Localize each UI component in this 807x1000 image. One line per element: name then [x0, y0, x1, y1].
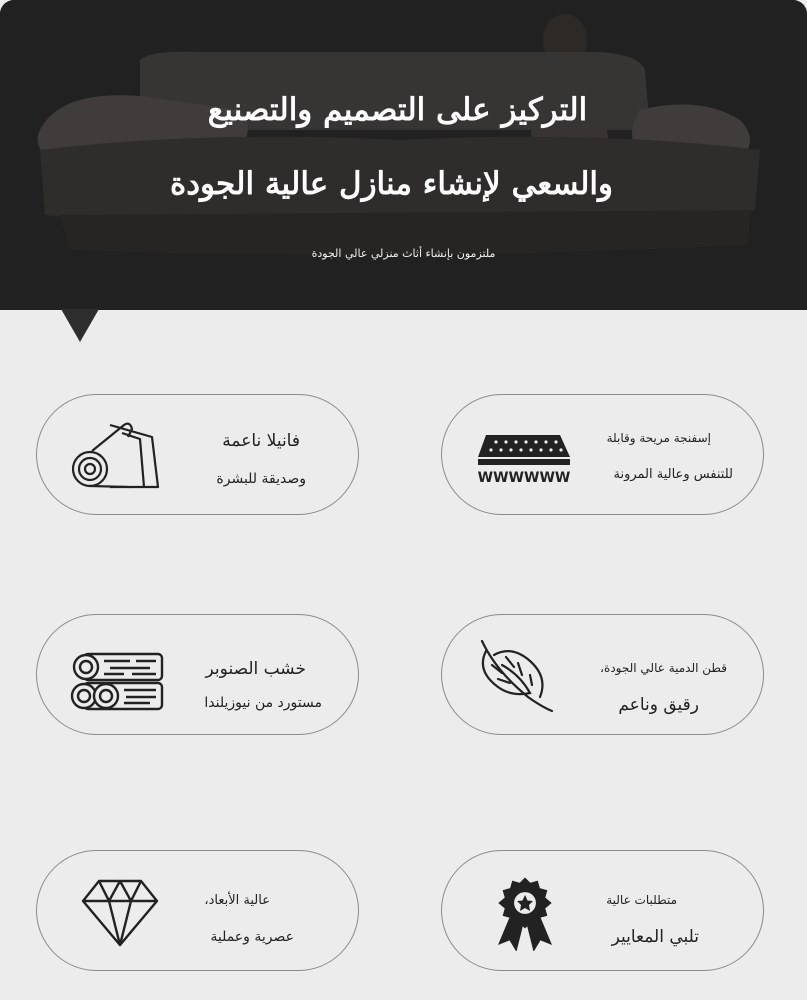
feature-title: متطلبات عالية [606, 893, 677, 907]
pointer-triangle [61, 309, 99, 342]
award-badge-icon [494, 877, 556, 951]
feature-description: مستورد من نيوزيلندا [204, 695, 322, 711]
feature-card-dimension [36, 850, 359, 971]
hero-banner [0, 0, 807, 310]
feather-icon [472, 635, 562, 715]
mattress-icon-text: WWWWWW [477, 470, 571, 485]
feature-description: تلبي المعايير [611, 927, 699, 947]
feature-title: عالية الأبعاد، [204, 893, 270, 908]
feature-title: فانيلا ناعمة [222, 431, 300, 451]
diamond-icon [81, 877, 159, 949]
feature-card-standards [441, 850, 764, 971]
feature-title: إسفنجة مريحة وقابلة [606, 431, 711, 445]
feature-description: وصديقة للبشرة [216, 471, 306, 487]
hero-title-line-1: التركيز على التصميم والتصنيع [207, 92, 588, 128]
sofa-photo [0, 0, 807, 310]
feature-description: عصرية وعملية [210, 929, 294, 945]
hero-subtitle: ملتزمون بإنشاء أثاث منزلي عالي الجودة [311, 247, 496, 260]
feature-card-sponge [441, 394, 764, 515]
feature-card-velvet [36, 394, 359, 515]
feature-card-pine [36, 614, 359, 735]
feature-description: رقيق وناعم [618, 695, 699, 715]
hero-title-line-2: والسعي لإنشاء منازل عالية الجودة [169, 166, 614, 202]
wood-logs-icon [70, 651, 166, 713]
feature-title: خشب الصنوبر [205, 659, 306, 679]
mattress-spring-icon [476, 433, 572, 485]
fabric-roll-icon [70, 419, 162, 495]
feature-title: قطن الدمية عالي الجودة، [600, 661, 727, 675]
feature-description: للتنفس وعالية المرونة [613, 467, 733, 482]
feature-card-cotton [441, 614, 764, 735]
